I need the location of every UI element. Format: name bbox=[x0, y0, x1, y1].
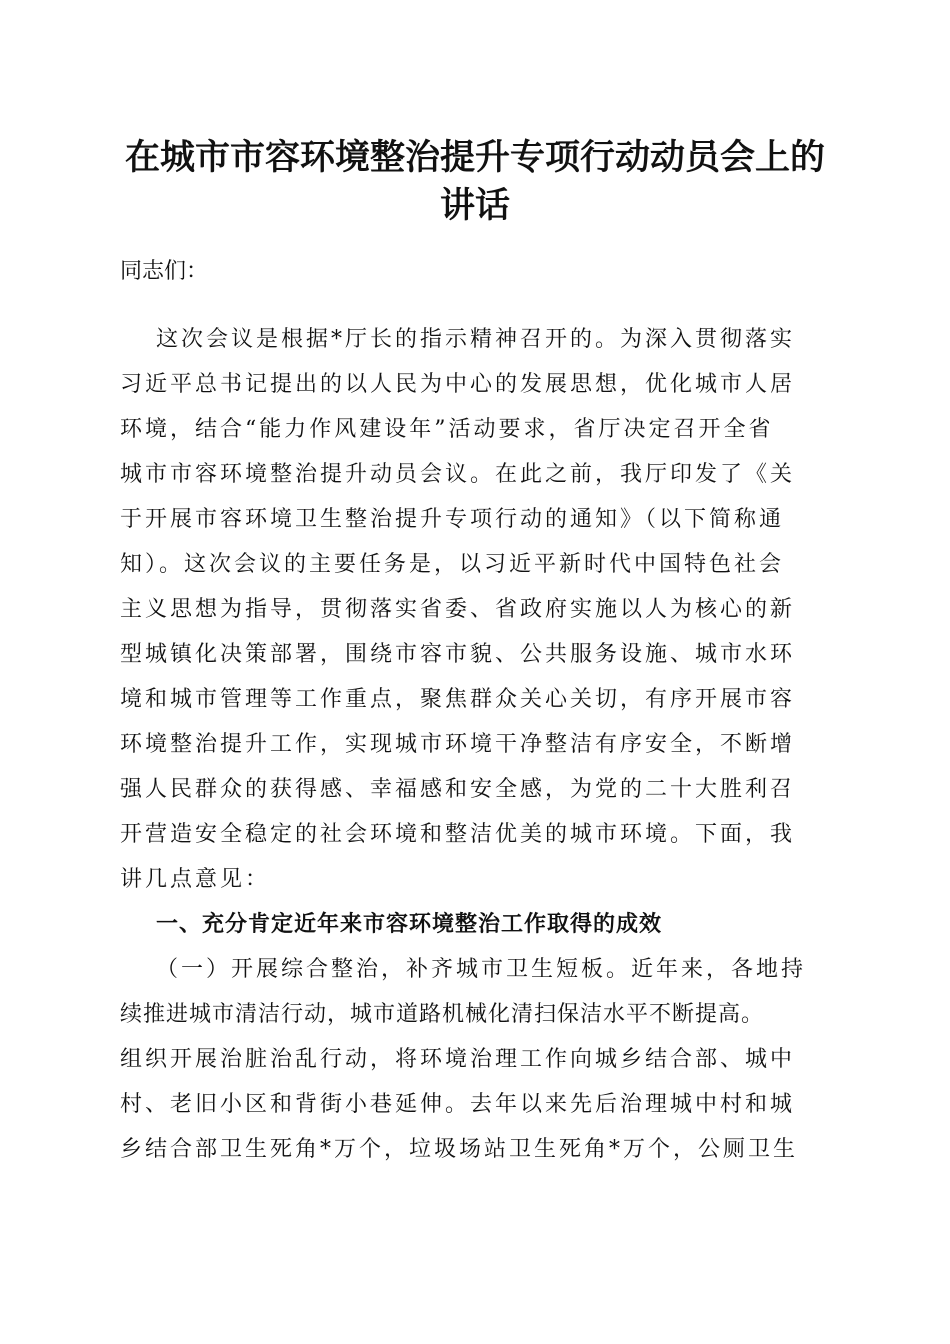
intro-line-6: 知）。这次会议的主要任务是，以习近平新时代中国特色社会 bbox=[120, 552, 785, 577]
intro-line-2: 习近平总书记提出的以人民为中心的发展思想，优化城市人居 bbox=[120, 372, 796, 397]
intro-line-11: 强人民群众的获得感、幸福感和安全感，为党的二十大胜利召 bbox=[120, 777, 796, 802]
title-line-2: 讲话 bbox=[439, 185, 510, 226]
intro-line-7: 主义思想为指导，贯彻落实省委、省政府实施以人为核心的新 bbox=[120, 597, 796, 622]
title-line-1: 在城市市容环境整治提升专项行动动员会上的 bbox=[124, 137, 825, 178]
section-heading: 一、充分肯定近年来市容环境整治工作取得的成效 bbox=[156, 912, 663, 937]
section1-line-2: 续推进城市清洁行动，城市道路机械化清扫保洁水平不断提高。 bbox=[120, 1002, 765, 1027]
intro-line-3: 环境，结合“能力作风建设年”活动要求，省厅决定召开全省 bbox=[120, 417, 774, 442]
section1-line-1: （一）开展综合整治，补齐城市卫生短板。近年来，各地持 bbox=[156, 957, 807, 982]
section1-line-3: 组织开展治脏治乱行动，将环境治理工作向城乡结合部、城中 bbox=[120, 1047, 796, 1072]
salutation: 同志们： bbox=[120, 259, 209, 284]
document-title bbox=[100, 134, 850, 230]
intro-line-8: 型城镇化决策部署，围绕市容市貌、公共服务设施、城市水环 bbox=[120, 642, 796, 667]
intro-line-9: 境和城市管理等工作重点，聚焦群众关心关切，有序开展市容 bbox=[120, 687, 796, 712]
intro-line-5: 于开展市容环境卫生整治提升专项行动的通知》（以下简称通 bbox=[120, 507, 785, 532]
section1-line-5: 乡结合部卫生死角*万个，垃圾场站卫生死角*万个，公厕卫生 bbox=[120, 1137, 799, 1162]
intro-line-12: 开营造安全稳定的社会环境和整洁优美的城市环境。下面，我 bbox=[120, 822, 796, 847]
intro-line-10: 环境整治提升工作，实现城市环境干净整洁有序安全，不断增 bbox=[120, 732, 796, 757]
section1-line-4: 村、老旧小区和背街小巷延伸。去年以来先后治理城中村和城 bbox=[120, 1092, 796, 1117]
intro-line-4: 城市市容环境整治提升动员会议。在此之前，我厅印发了《关 bbox=[120, 462, 796, 487]
intro-line-13: 讲几点意见： bbox=[120, 867, 271, 892]
intro-line-1: 这次会议是根据*厅长的指示精神召开的。为深入贯彻落实 bbox=[156, 327, 796, 352]
